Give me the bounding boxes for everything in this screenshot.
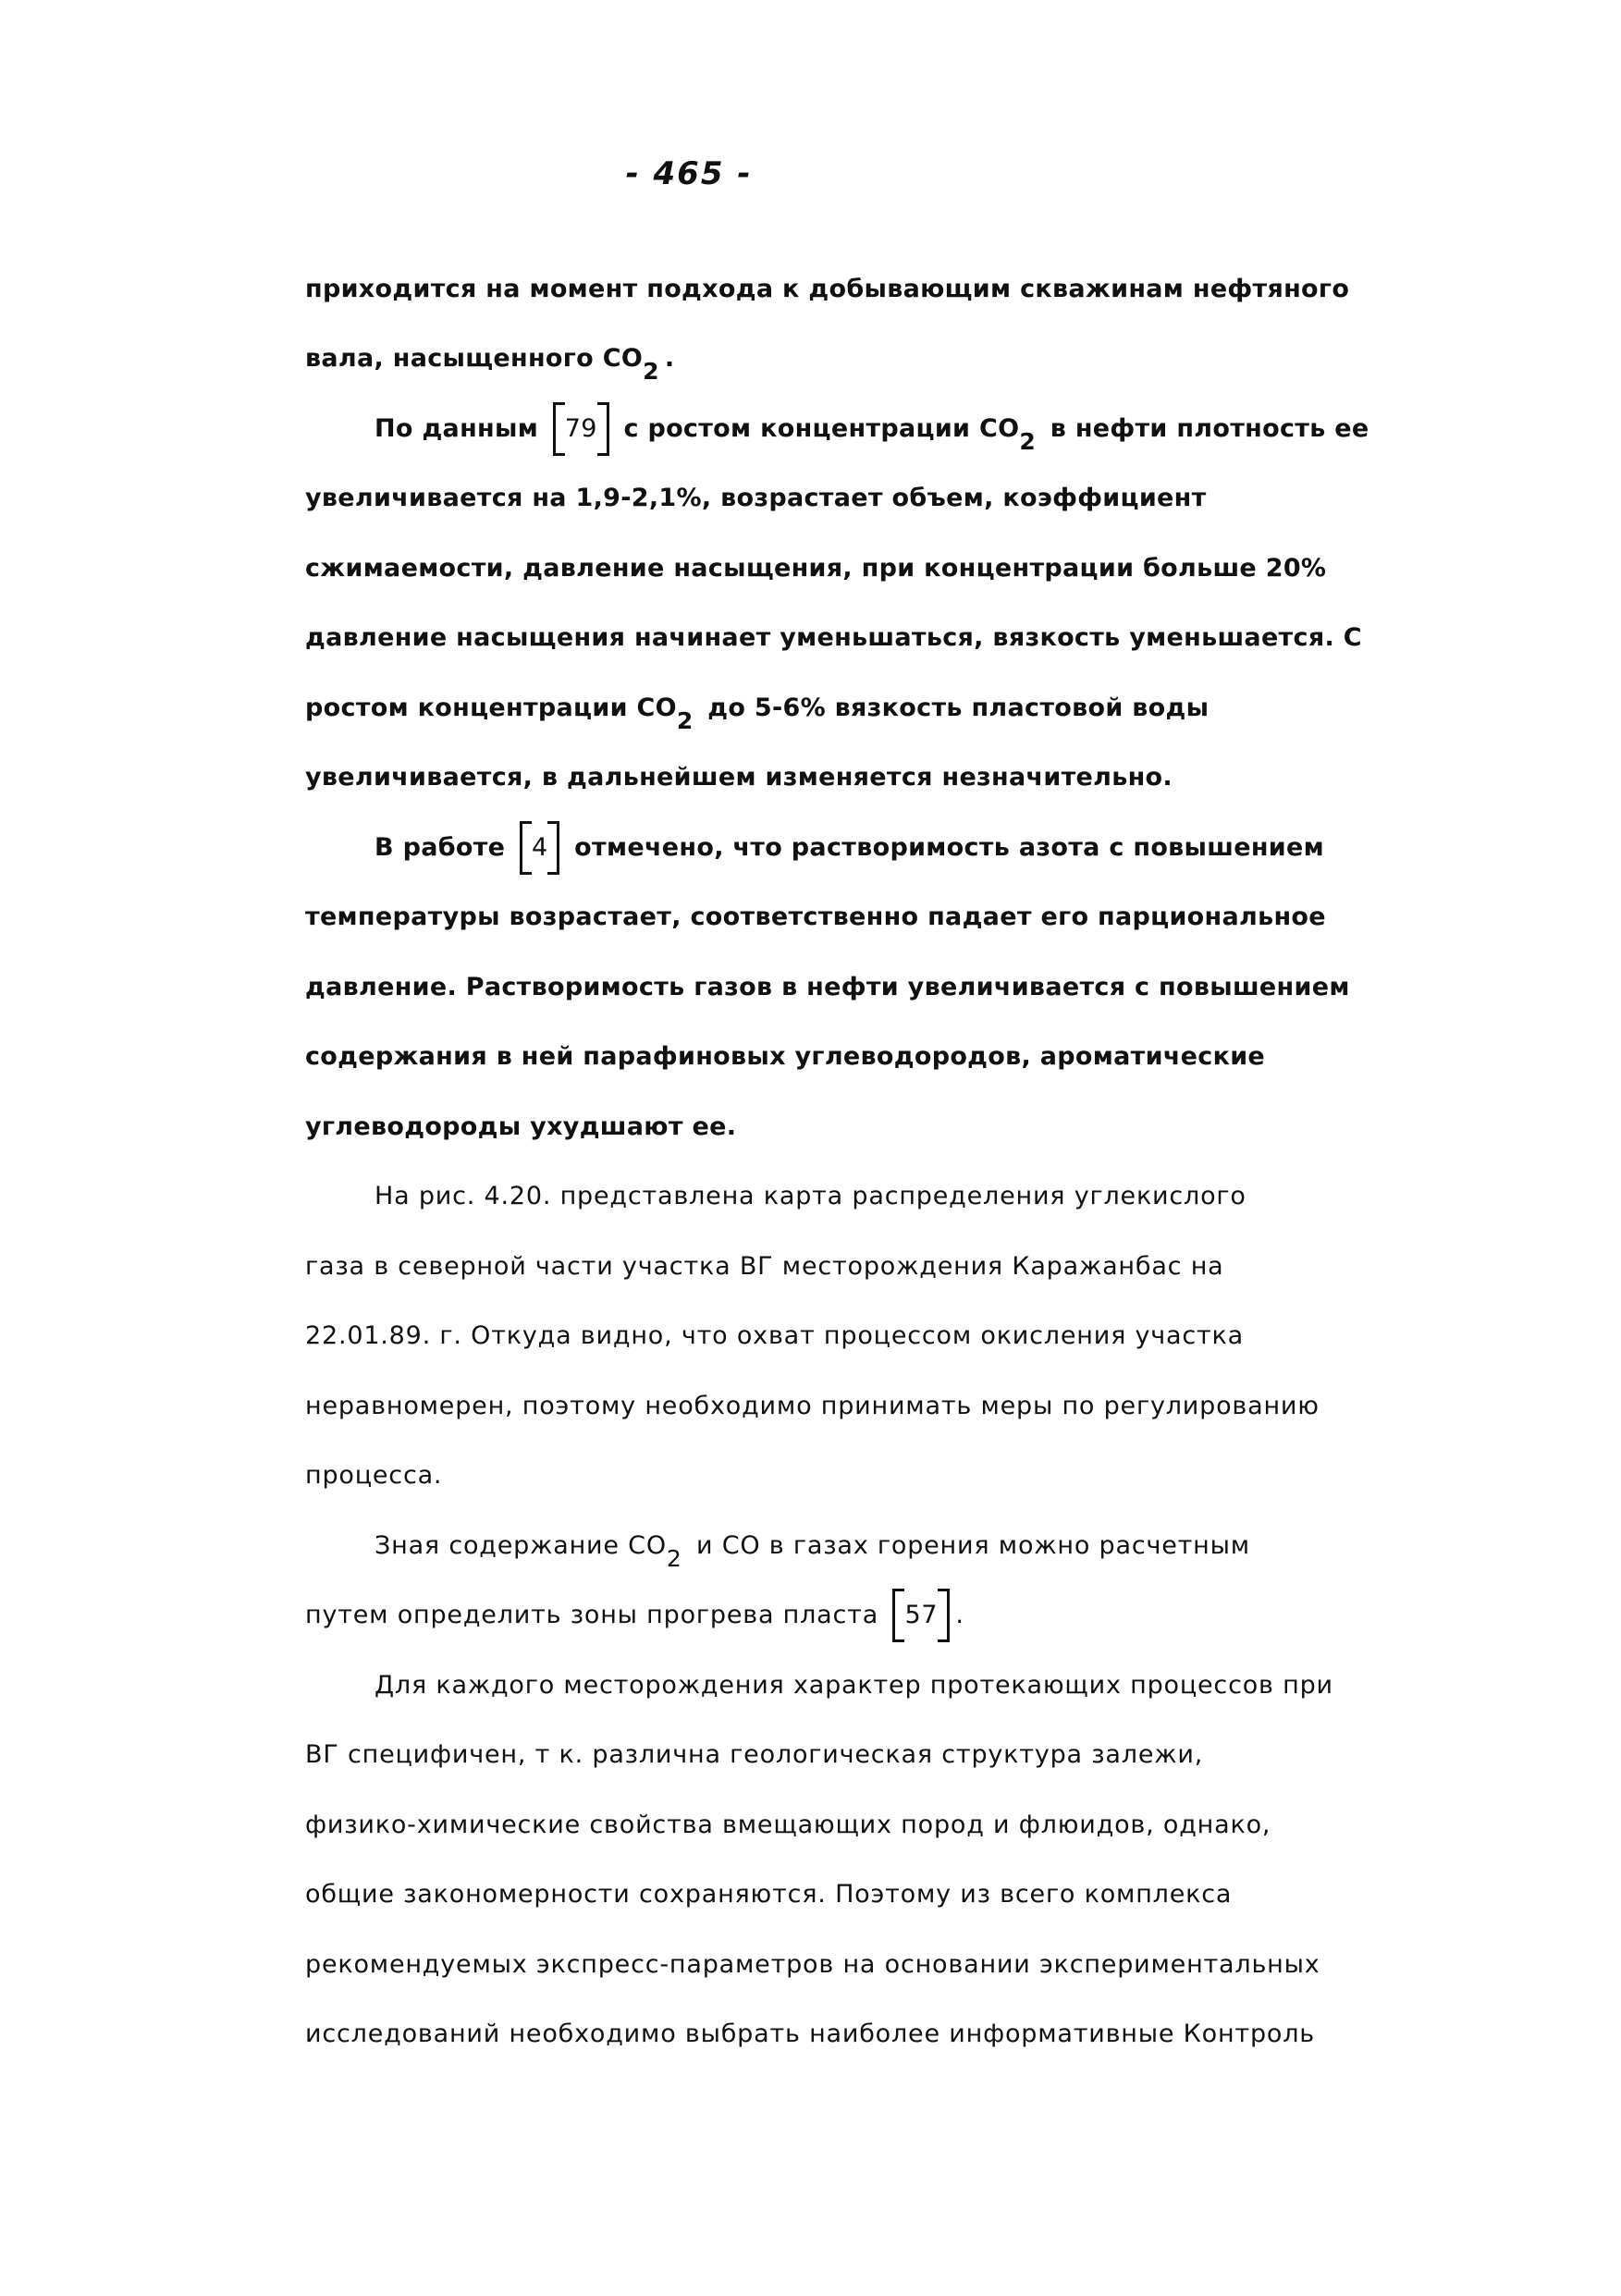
page-number: - 465 - <box>625 155 753 192</box>
text-segment: давление. Растворимость газов в нефти увеличивается с повышением <box>305 972 1350 1001</box>
citation-ref: 57 <box>892 1589 950 1642</box>
text-segment: процесса. <box>305 1461 443 1491</box>
text-line <box>305 813 1345 883</box>
text-segment: и CO в газах горения можно расчетным <box>687 1530 1250 1560</box>
text-segment: температуры возрастает, соответственно падает его парциональное <box>305 902 1326 932</box>
text-line <box>305 604 1362 674</box>
text-line <box>305 1790 1345 1860</box>
subscript: 2 <box>643 358 659 386</box>
text-line <box>305 952 1350 1023</box>
text-segment: На рис. 4.20. представлена карта распределения углекислого <box>375 1182 1246 1211</box>
text-line <box>305 325 1345 395</box>
text-line <box>305 673 1345 743</box>
text-segment: физико-химические свойства вмещающих пород и флюидов, однако, <box>305 1810 1271 1839</box>
text-segment: приходится на момент подхода к добывающим скважинам нефтяного <box>305 274 1350 303</box>
text-line <box>305 883 1345 953</box>
text-segment: отмечено, что растворимость азота с повышением <box>565 832 1325 862</box>
text-line <box>305 1721 1345 1791</box>
text-line <box>305 534 1345 604</box>
text-segment: ВГ специфичен, т к. различна геологическая структура залежи, <box>305 1740 1204 1770</box>
subscript: 2 <box>666 1544 682 1572</box>
text-line <box>305 1581 1345 1651</box>
text-segment: неравномерен, поэтому необходимо принимать меры по регулированию <box>305 1391 1320 1420</box>
text-line <box>305 1511 1345 1581</box>
text-segment: давление насыщения начинает уменьшаться, вязкость уменьшается. С <box>305 623 1362 653</box>
subscript: 2 <box>1019 427 1037 455</box>
text-line <box>305 1302 1345 1372</box>
text-segment: Для каждого месторождения характер протекающих процессов при <box>375 1670 1333 1700</box>
text-segment: сжимаемости, давление насыщения, при концентрации больше 20% <box>305 553 1327 583</box>
text-line <box>305 1162 1345 1233</box>
text-segment: углеводороды ухудшают ее. <box>305 1111 737 1141</box>
text-line <box>305 254 1350 325</box>
text-line <box>305 1023 1345 1093</box>
text-line <box>305 464 1345 534</box>
text-segment: увеличивается, в дальнейшем изменяется незначительно. <box>305 763 1173 792</box>
text-line <box>305 743 1345 814</box>
text-segment: газа в северной части участка ВГ месторождения Каражанбас на <box>305 1251 1224 1281</box>
text-line <box>305 1930 1345 2000</box>
text-segment: В работе <box>375 832 514 862</box>
text-line <box>305 1092 1345 1162</box>
text-segment: 22.01.89. г. Откуда видно, что охват процессом окисления участка <box>305 1321 1244 1351</box>
text-segment: до 5-6% вязкость пластовой воды <box>698 693 1210 722</box>
text-segment: рекомендуемых экспресс-параметров на основании экспериментальных <box>305 1949 1320 1979</box>
text-line <box>305 1371 1345 1442</box>
text-segment: в нефти плотность ее <box>1041 413 1369 443</box>
text-segment: ростом концентрации CO <box>305 693 677 722</box>
citation-ref: 4 <box>520 821 559 875</box>
text-line <box>305 1860 1345 1931</box>
text-segment: увеличивается на 1,9-2,1%, возрастает объем, коэффициент <box>305 484 1207 513</box>
text-line <box>305 1442 1345 1512</box>
text-segment: с ростом концентрации CO <box>614 413 1020 443</box>
text-segment: исследований необходимо выбрать наиболее информативные Контроль <box>305 2020 1315 2049</box>
text-segment: По данным <box>375 413 547 443</box>
text-line <box>305 1651 1345 1721</box>
text-line <box>305 1232 1345 1302</box>
text-segment: Зная содержание CO <box>375 1530 667 1560</box>
body-text <box>305 254 1369 2069</box>
subscript: 2 <box>676 706 694 734</box>
text-line <box>305 394 1369 464</box>
text-segment: общие закономерности сохраняются. Поэтому из всего комплекса <box>305 1880 1233 1909</box>
text-segment: . <box>955 1601 964 1630</box>
citation-ref: 79 <box>553 402 609 456</box>
text-segment: . <box>664 344 675 374</box>
text-segment: содержания в ней парафиновых углеводородов, ароматические <box>305 1042 1266 1072</box>
text-segment: путем определить зоны прогрева пласта <box>305 1601 888 1630</box>
text-line <box>305 2000 1345 2070</box>
text-segment: вала, насыщенного CO <box>305 344 644 374</box>
